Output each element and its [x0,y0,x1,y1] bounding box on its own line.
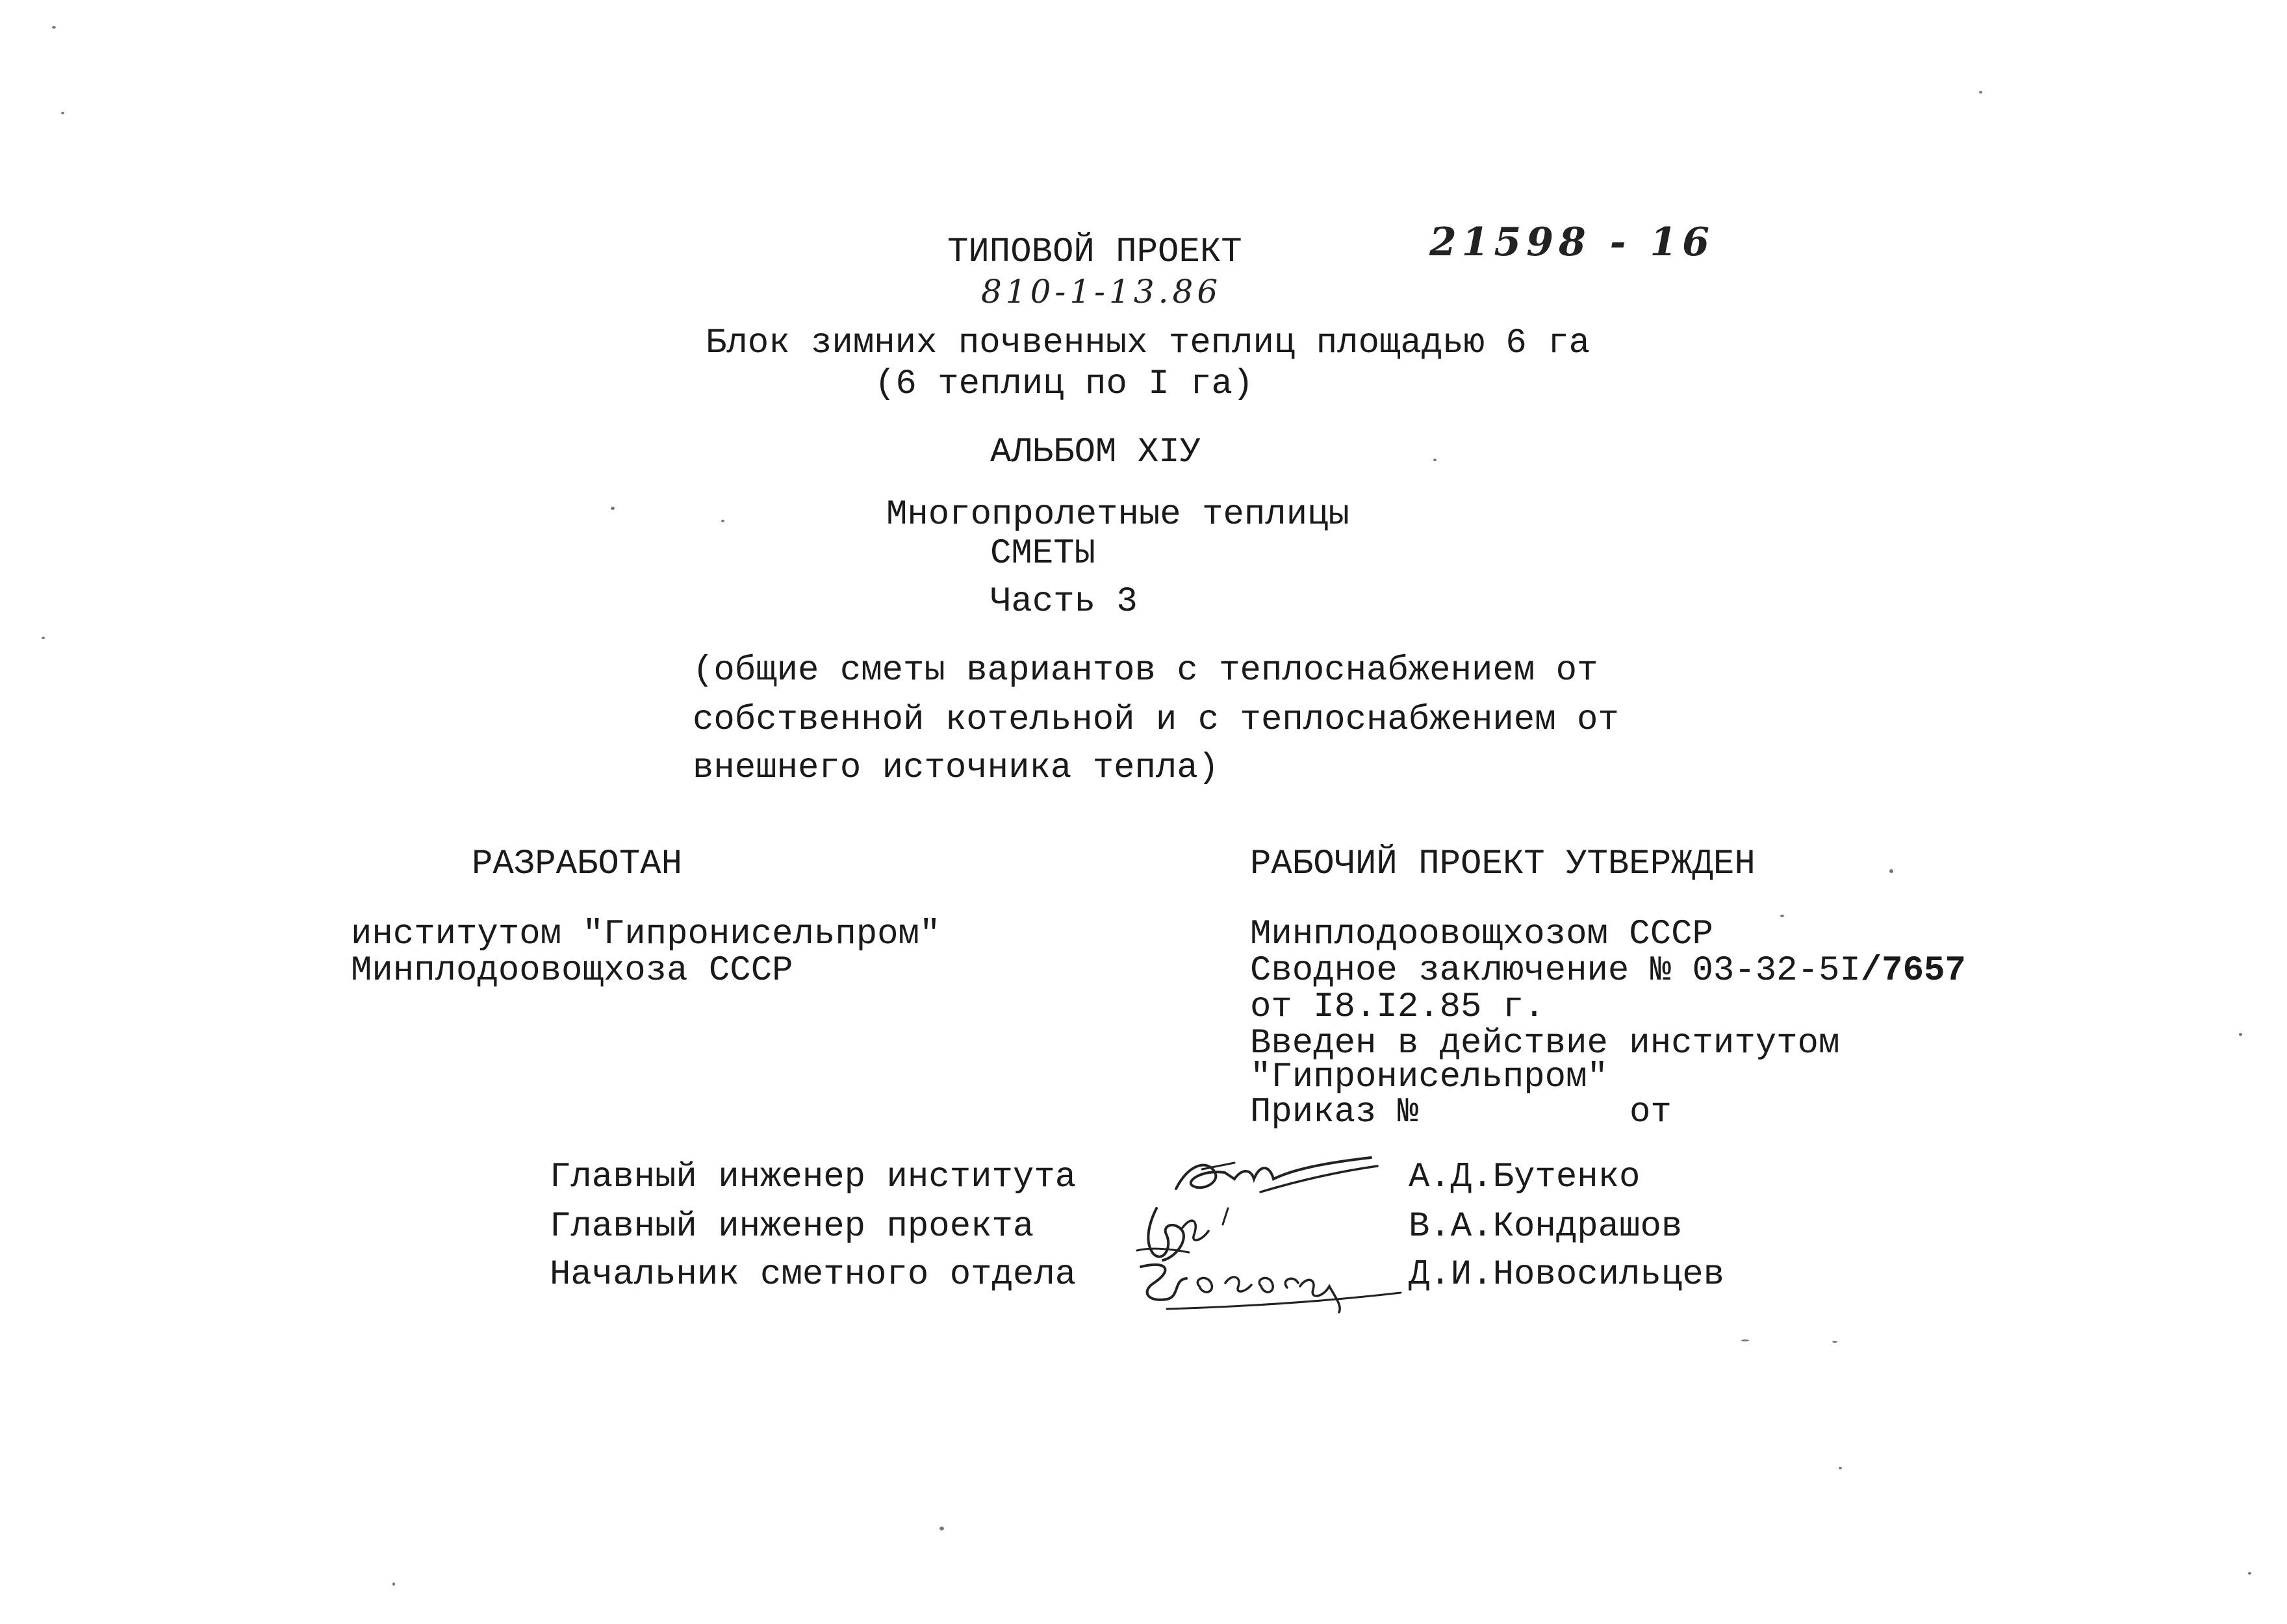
scan-speck [1832,1341,1837,1343]
signatory-role-3: Начальник сметного отдела [550,1255,1077,1295]
developed-heading: РАЗРАБОТАН [472,844,683,884]
approved-ministry: Минплодоовощхозом СССР [1250,915,1713,954]
scan-speck [1741,1339,1749,1341]
approved-heading: РАБОЧИЙ ПРОЕКТ УТВЕРЖДЕН [1250,844,1756,884]
subject-line-1: Блок зимних почвенных теплиц площадью 6 га [706,324,1591,363]
scan-speck [61,112,64,114]
signatory-role-2: Главный инженер проекта [550,1207,1034,1247]
scan-speck [1780,915,1784,917]
scan-speck [392,1582,395,1586]
approved-conclusion-number: Сводное заключение № 03-32-5I [1250,951,1861,991]
scan-speck [42,637,45,639]
approved-order-from: от [1629,1093,1672,1132]
document-number: 21598 - 16 [1429,220,1715,265]
approved-institute: "Гипронисельпром" [1250,1058,1608,1097]
document-title: ТИПОВОЙ ПРОЕКТ [947,233,1242,272]
signatory-role-1: Главный инженер института [550,1158,1077,1197]
scan-speck [611,507,615,510]
approved-order-label: Приказ № [1250,1093,1419,1132]
scan-speck [2248,1572,2251,1575]
signatory-name-1: А.Д.Бутенко [1409,1158,1641,1197]
scan-speck [1839,1467,1842,1469]
scan-speck [1979,91,1982,94]
album-number: АЛЬБОМ XIУ [990,433,1201,472]
subject-line-2: (6 теплиц по I га) [875,364,1254,404]
description-line-3: внешнего источника тепла) [693,748,1220,788]
approved-date: от I8.I2.85 г. [1250,987,1545,1027]
signature-novosiltsev [1128,1247,1414,1319]
developed-institute: институтом "Гипронисельпром" [351,915,941,954]
section-part: Часть 3 [990,582,1138,622]
section-title: Многопролетные теплицы [886,495,1349,535]
scan-speck [939,1527,944,1530]
scan-speck [1433,459,1437,461]
approved-enacted: Введен в действие институтом [1250,1024,1840,1063]
scan-speck [2239,1033,2242,1036]
approved-conclusion-suffix: /7657 [1860,951,1966,991]
project-number: 810-1-13.86 [981,273,1222,311]
scan-speck [52,26,56,29]
description-line-1: (общие сметы вариантов с теплоснабжением от [693,651,1598,691]
scan-speck [1889,869,1893,873]
developed-ministry: Минплодоовощхоза СССР [351,951,793,991]
scan-speck [721,520,724,522]
approved-conclusion [1250,952,1966,990]
section-estimates: СМЕТЫ [990,534,1096,574]
description-line-2: собственной котельной и с теплоснабжением от [693,700,1619,740]
signatory-name-2: В.А.Кондрашов [1409,1207,1683,1247]
signatory-name-3: Д.И.Новосильцев [1409,1255,1725,1295]
